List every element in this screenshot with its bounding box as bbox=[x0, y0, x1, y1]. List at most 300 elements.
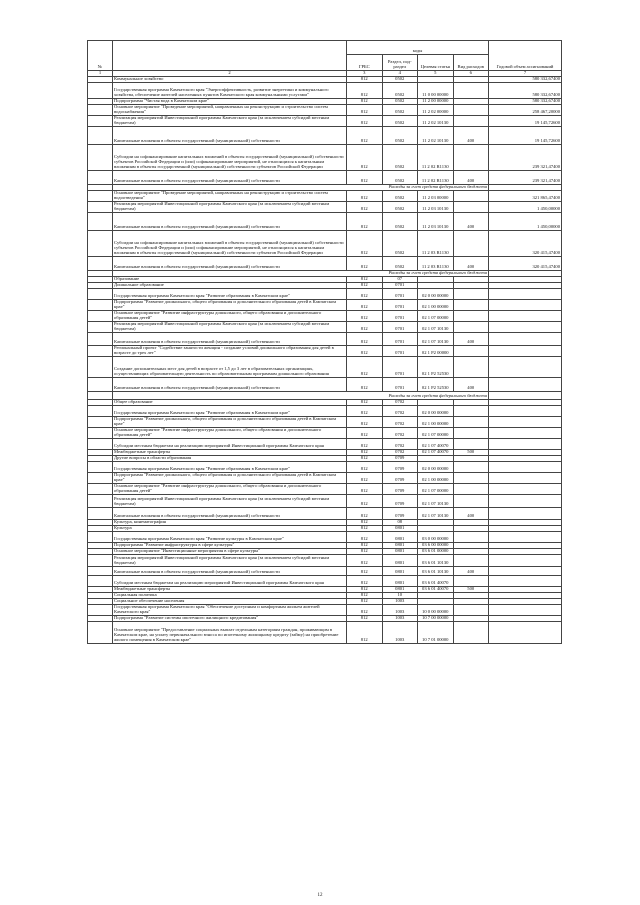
row-amount bbox=[489, 416, 562, 427]
row-section: 0801 bbox=[382, 542, 418, 548]
row-grbs: 812 bbox=[347, 310, 383, 321]
row-grbs: 812 bbox=[347, 586, 383, 592]
row-expense-type: 400 bbox=[453, 377, 489, 391]
row-expense-type bbox=[453, 405, 489, 416]
row-expense-type: 500 bbox=[453, 449, 489, 455]
row-amount: 1 450,00000 bbox=[489, 212, 562, 230]
row-expense-type bbox=[453, 604, 489, 615]
row-section: 0709 bbox=[382, 455, 418, 461]
row-expense-type bbox=[453, 427, 489, 438]
row-name: Государственная программа Камчатского края "Развитие образования в Камчатском крае" bbox=[113, 405, 347, 416]
row-amount bbox=[489, 356, 562, 377]
row-section: 0801 bbox=[382, 548, 418, 554]
row-name: Межбюджетные трансферты bbox=[113, 586, 347, 592]
table-row bbox=[88, 115, 562, 126]
row-name: Дошкольное образование bbox=[113, 282, 347, 288]
row-amount bbox=[489, 345, 562, 356]
row-number-cell bbox=[88, 356, 113, 377]
row-number-cell bbox=[88, 321, 113, 332]
row-number-cell bbox=[88, 190, 113, 201]
row-section: 1003 bbox=[382, 621, 418, 643]
row-section: 0502 bbox=[382, 104, 418, 115]
row-amount: 321 865,47400 bbox=[489, 190, 562, 201]
header-num-5: 5 bbox=[418, 71, 454, 77]
row-name: Капитальные вложения в объекты государственной (муниципальной) собственности bbox=[113, 507, 347, 519]
row-name: Капитальные вложения в объекты государственной (муниципальной) собственности bbox=[113, 126, 347, 144]
row-section: 0502 bbox=[382, 98, 418, 104]
row-number-cell bbox=[88, 230, 113, 256]
row-section: 0701 bbox=[382, 345, 418, 356]
row-grbs: 812 bbox=[347, 377, 383, 391]
row-expense-type bbox=[453, 494, 489, 507]
row-note: Расходы за счет средств федерального бюджета bbox=[388, 184, 487, 189]
row-expense-type bbox=[453, 82, 489, 98]
row-expense-type bbox=[453, 438, 489, 449]
row-section: 0502 bbox=[382, 230, 418, 256]
row-name: Культура, кинематография bbox=[113, 519, 347, 525]
row-section: 0801 bbox=[382, 586, 418, 592]
row-expense-type bbox=[453, 321, 489, 332]
header-num-2: 2 bbox=[113, 71, 347, 77]
row-number-cell bbox=[88, 575, 113, 586]
row-grbs: 812 bbox=[347, 98, 383, 104]
row-section: 0702 bbox=[382, 399, 418, 405]
row-name: Основное мероприятие "Развитие инфраструктуры дошкольного, общего образования и дополнительного образования детей" bbox=[113, 427, 347, 438]
row-target-item: 02 1 07 00000 bbox=[418, 310, 454, 321]
row-grbs: 812 bbox=[347, 494, 383, 507]
row-section: 0502 bbox=[382, 115, 418, 126]
row-target-item: 02 1 00 00000 bbox=[418, 416, 454, 427]
row-amount bbox=[489, 321, 562, 332]
table-body bbox=[88, 76, 562, 643]
row-target-item: 03 6 01 10130 bbox=[418, 554, 454, 566]
row-amount bbox=[489, 377, 562, 391]
row-name: Основное мероприятие "Развитие инфраструктуры дошкольного, общего образования и дополнительного образования детей" bbox=[113, 483, 347, 494]
table-row bbox=[88, 126, 562, 144]
row-number-cell bbox=[88, 438, 113, 449]
row-target-item: 11 2 02 R1130 bbox=[418, 144, 454, 170]
row-amount: 239 321,47400 bbox=[489, 170, 562, 184]
row-grbs: 812 bbox=[347, 455, 383, 461]
row-section: 0502 bbox=[382, 126, 418, 144]
row-expense-type bbox=[453, 310, 489, 321]
row-name: Субсидии на софинансирование капитальных вложений в объекты государственной (муниципальной) собственности субъектов Российской Федерации и (или) софинансирование мероприятий, не относящихся к капитальным вложениям в объекты государственной (муниципальной) собственности субъектов Российской Федерации bbox=[113, 230, 347, 256]
row-target-item: 02 0 00 00000 bbox=[418, 405, 454, 416]
row-expense-type bbox=[453, 201, 489, 212]
table-row bbox=[88, 230, 562, 256]
row-section: 1003 bbox=[382, 615, 418, 621]
row-grbs: 812 bbox=[347, 598, 383, 604]
row-grbs: 812 bbox=[347, 144, 383, 170]
row-target-item: 02 1 P2 52530 bbox=[418, 356, 454, 377]
row-target-item: 11 2 02 10130 bbox=[418, 126, 454, 144]
table-row bbox=[88, 427, 562, 438]
row-number-cell bbox=[88, 483, 113, 494]
row-target-item: 02 1 07 10130 bbox=[418, 332, 454, 345]
row-target-item: 11 0 00 00000 bbox=[418, 82, 454, 98]
row-section: 1003 bbox=[382, 604, 418, 615]
row-grbs: 812 bbox=[347, 126, 383, 144]
row-expense-type: 400 bbox=[453, 170, 489, 184]
table-row bbox=[88, 438, 562, 449]
row-expense-type bbox=[453, 230, 489, 256]
table-row bbox=[88, 310, 562, 321]
row-target-item: 02 1 07 00000 bbox=[418, 483, 454, 494]
row-name: Общее образование bbox=[113, 399, 347, 405]
row-section: 0502 bbox=[382, 170, 418, 184]
row-grbs: 812 bbox=[347, 416, 383, 427]
row-grbs: 812 bbox=[347, 212, 383, 230]
row-number-cell bbox=[88, 256, 113, 270]
table-row bbox=[88, 144, 562, 170]
row-expense-type bbox=[453, 356, 489, 377]
table-row bbox=[88, 483, 562, 494]
row-amount: 580 332,67400 bbox=[489, 98, 562, 104]
row-amount: 320 415,47400 bbox=[489, 230, 562, 256]
table-header bbox=[88, 41, 562, 77]
row-grbs: 812 bbox=[347, 427, 383, 438]
row-grbs: 812 bbox=[347, 405, 383, 416]
table-row bbox=[88, 345, 562, 356]
row-name: Культура bbox=[113, 525, 347, 531]
row-amount bbox=[489, 566, 562, 575]
row-amount: 320 415,47400 bbox=[489, 256, 562, 270]
header-expense-type: Вид расходов bbox=[453, 55, 489, 71]
row-name: Государственная программа Камчатского края "Энергоэффективность, развитие энергетики и коммунального хозяйства, обеспечение жителей населенных пунктов Камчатского края коммунальными услугами" bbox=[113, 82, 347, 98]
row-number-cell bbox=[88, 554, 113, 566]
row-expense-type bbox=[453, 345, 489, 356]
row-number-cell bbox=[88, 310, 113, 321]
row-name: Субсидии местным бюджетам на реализацию мероприятий Инвестиционной программы Камчатского края bbox=[113, 438, 347, 449]
row-section: 0701 bbox=[382, 282, 418, 288]
row-amount: 19 145,72600 bbox=[489, 126, 562, 144]
row-amount bbox=[489, 604, 562, 615]
row-grbs: 812 bbox=[347, 483, 383, 494]
row-target-item: 02 0 00 00000 bbox=[418, 461, 454, 472]
table-row bbox=[88, 190, 562, 201]
row-number-cell bbox=[88, 126, 113, 144]
table-row bbox=[88, 332, 562, 345]
row-expense-type bbox=[453, 115, 489, 126]
row-name: Подпрограмма "Развитие дошкольного, общего образования и дополнительного образования детей в Камчатском крае" bbox=[113, 416, 347, 427]
table-row bbox=[88, 201, 562, 212]
row-amount: 580 332,67400 bbox=[489, 76, 562, 82]
table-row bbox=[88, 256, 562, 270]
row-amount bbox=[489, 461, 562, 472]
row-target-item: 02 1 07 10130 bbox=[418, 321, 454, 332]
row-expense-type: 400 bbox=[453, 566, 489, 575]
table-row bbox=[88, 575, 562, 586]
row-amount bbox=[489, 507, 562, 519]
row-expense-type bbox=[453, 621, 489, 643]
row-grbs: 812 bbox=[347, 115, 383, 126]
row-amount bbox=[489, 531, 562, 542]
row-name: Региональный проект "Содействие занятости женщин - создание условий дошкольного образования для детей в возрасте до трех лет" bbox=[113, 345, 347, 356]
table-row bbox=[88, 405, 562, 416]
row-section: 0502 bbox=[382, 256, 418, 270]
row-section: 0701 bbox=[382, 377, 418, 391]
row-target-item: 11 2 02 R1130 bbox=[418, 170, 454, 184]
row-grbs: 812 bbox=[347, 542, 383, 548]
row-name: Государственная программа Камчатского края "Развитие культуры в Камчатском крае" bbox=[113, 531, 347, 542]
row-target-item: 11 2 03 R1130 bbox=[418, 230, 454, 256]
table-row bbox=[88, 104, 562, 115]
row-section: 10 bbox=[382, 592, 418, 598]
row-target-item: 02 1 07 10130 bbox=[418, 507, 454, 519]
row-number-cell bbox=[88, 104, 113, 115]
row-name: Подпрограмма "Развитие дошкольного, общего образования и дополнительного образования детей в Камчатском крае" bbox=[113, 472, 347, 483]
row-section: 0709 bbox=[382, 507, 418, 519]
row-name: Субсидии на софинансирование капитальных вложений в объекты государственной (муниципальной) собственности субъектов Российской Федерации и (или) софинансирование мероприятий, не относящихся к капитальным вложениям в объекты государственной (муниципальной) собственности субъектов Российской Федерации bbox=[113, 144, 347, 170]
table-row bbox=[88, 288, 562, 299]
row-number-cell bbox=[88, 566, 113, 575]
row-section: 0702 bbox=[382, 416, 418, 427]
header-section: Раздел, под-раздел bbox=[382, 55, 418, 71]
row-grbs: 812 bbox=[347, 256, 383, 270]
row-amount bbox=[489, 621, 562, 643]
row-section: 0801 bbox=[382, 525, 418, 531]
header-grbs: ГРБС bbox=[347, 55, 383, 71]
row-amount bbox=[489, 472, 562, 483]
row-name: Основное мероприятие "Проведение мероприятий, направленных на реконструкцию и строительство систем водоснабжения" bbox=[113, 104, 347, 115]
row-grbs: 812 bbox=[347, 438, 383, 449]
row-amount bbox=[489, 405, 562, 416]
row-number-cell bbox=[88, 472, 113, 483]
row-grbs: 812 bbox=[347, 548, 383, 554]
row-number-cell bbox=[88, 345, 113, 356]
row-expense-type bbox=[453, 144, 489, 170]
row-target-item: 11 2 03 10130 bbox=[418, 212, 454, 230]
row-section: 0502 bbox=[382, 212, 418, 230]
row-amount bbox=[489, 391, 562, 399]
row-section: 0702 bbox=[382, 405, 418, 416]
row-number-cell bbox=[88, 170, 113, 184]
table-row bbox=[88, 604, 562, 615]
row-name: Государственная программа Камчатского края "Развитие образования в Камчатском крае" bbox=[113, 288, 347, 299]
row-number-cell bbox=[88, 461, 113, 472]
row-name: Государственная программа Камчатского края "Обеспечение доступным и комфортным жильем жителей Камчатского края" bbox=[113, 604, 347, 615]
row-target-item: 02 1 00 00000 bbox=[418, 299, 454, 310]
row-number-cell bbox=[88, 507, 113, 519]
table-note-row bbox=[88, 391, 562, 399]
header-num-7: 7 bbox=[489, 71, 562, 77]
row-number-cell bbox=[88, 288, 113, 299]
row-number-cell bbox=[88, 405, 113, 416]
row-target-item: 03 0 00 00000 bbox=[418, 531, 454, 542]
row-name: Реализация мероприятий Инвестиционной программы Камчатского края (за исключением субсидий местным бюджетам) bbox=[113, 201, 347, 212]
row-section: 0709 bbox=[382, 461, 418, 472]
row-number-cell bbox=[88, 115, 113, 126]
row-target-item: 02 1 P2 52530 bbox=[418, 377, 454, 391]
row-expense-type bbox=[453, 531, 489, 542]
row-amount bbox=[489, 332, 562, 345]
row-target-item: 02 1 P2 00000 bbox=[418, 345, 454, 356]
row-name: Подпрограмма "Чистая вода в Камчатском крае" bbox=[113, 98, 347, 104]
row-amount bbox=[489, 310, 562, 321]
row-name: Реализация мероприятий Инвестиционной программы Камчатского края (за исключением субсидий местным бюджетам) bbox=[113, 554, 347, 566]
row-name: Подпрограмма "Развитие системы ипотечного жилищного кредитования" bbox=[113, 615, 347, 621]
row-section: 0702 bbox=[382, 449, 418, 455]
table-row bbox=[88, 416, 562, 427]
row-section: 0701 bbox=[382, 321, 418, 332]
table-row bbox=[88, 531, 562, 542]
row-expense-type bbox=[453, 575, 489, 586]
row-target-item: 11 2 03 R1130 bbox=[418, 256, 454, 270]
header-num-4: 4 bbox=[382, 71, 418, 77]
row-grbs: 812 bbox=[347, 399, 383, 405]
row-number-cell bbox=[88, 621, 113, 643]
row-grbs: 812 bbox=[347, 461, 383, 472]
row-section: 0702 bbox=[382, 427, 418, 438]
row-expense-type bbox=[453, 483, 489, 494]
row-grbs: 812 bbox=[347, 621, 383, 643]
table-row bbox=[88, 82, 562, 98]
row-grbs: 812 bbox=[347, 575, 383, 586]
row-name: Субсидии местным бюджетам на реализацию мероприятий Инвестиционной программы Камчатского края bbox=[113, 575, 347, 586]
row-expense-type bbox=[453, 461, 489, 472]
row-expense-type: 400 bbox=[453, 332, 489, 345]
row-grbs: 812 bbox=[347, 82, 383, 98]
row-name: Реализация мероприятий Инвестиционной программы Камчатского края (за исключением субсидий местным бюджетам) bbox=[113, 115, 347, 126]
row-amount: 1 450,00000 bbox=[489, 201, 562, 212]
row-note: Расходы за счет средств федерального бюджета bbox=[388, 270, 487, 275]
row-amount: 580 332,67400 bbox=[489, 82, 562, 98]
row-section: 0701 bbox=[382, 310, 418, 321]
row-grbs: 812 bbox=[347, 554, 383, 566]
row-name: Межбюджетные трансферты bbox=[113, 449, 347, 455]
row-number-cell bbox=[88, 82, 113, 98]
row-amount: 258 467,20000 bbox=[489, 104, 562, 115]
header-target-item: Целевая статья bbox=[418, 55, 454, 71]
row-grbs: 812 bbox=[347, 104, 383, 115]
row-name: Коммунальное хозяйство bbox=[113, 76, 347, 82]
row-name: Социальное обеспечение населения bbox=[113, 598, 347, 604]
row-expense-type bbox=[453, 288, 489, 299]
table-row bbox=[88, 321, 562, 332]
row-grbs: 812 bbox=[347, 345, 383, 356]
row-target-item: 03 6 01 00000 bbox=[418, 548, 454, 554]
row-expense-type bbox=[453, 472, 489, 483]
row-name: Реализация мероприятий Инвестиционной программы Камчатского края (за исключением субсидий местным бюджетам) bbox=[113, 321, 347, 332]
table-row bbox=[88, 461, 562, 472]
row-section: 0709 bbox=[382, 472, 418, 483]
row-grbs: 812 bbox=[347, 531, 383, 542]
row-number-cell bbox=[88, 391, 113, 399]
table-row bbox=[88, 621, 562, 643]
row-name: Капитальные вложения в объекты государственной (муниципальной) собственности bbox=[113, 256, 347, 270]
row-name: Основное мероприятие "Предоставление социальных выплат отдельным категориям граждан, проживающим в Камчатском крае, на уплату первоначального взноса по ипотечному жилищному кредиту (займу) на приобретение жилого помещения в Камчатском крае" bbox=[113, 621, 347, 643]
row-grbs: 812 bbox=[347, 519, 383, 525]
row-note: Расходы за счет средств федерального бюджета bbox=[388, 392, 487, 398]
row-amount bbox=[489, 494, 562, 507]
row-grbs: 812 bbox=[347, 566, 383, 575]
row-target-item: 11 2 00 00000 bbox=[418, 98, 454, 104]
row-target-item: 10 7 01 00000 bbox=[418, 621, 454, 643]
header-number: № bbox=[88, 41, 113, 71]
row-target-item: 10 0 00 00000 bbox=[418, 604, 454, 615]
row-section: 0701 bbox=[382, 356, 418, 377]
row-target-item: 02 1 00 00000 bbox=[418, 472, 454, 483]
row-section: 0502 bbox=[382, 82, 418, 98]
row-expense-type bbox=[453, 299, 489, 310]
header-num-3: 3 bbox=[347, 71, 383, 77]
budget-table bbox=[87, 40, 562, 644]
row-grbs: 812 bbox=[347, 615, 383, 621]
row-target-item: 02 1 07 10130 bbox=[418, 494, 454, 507]
table-row bbox=[88, 356, 562, 377]
row-section: 0502 bbox=[382, 190, 418, 201]
row-target-item: 03 6 00 00000 bbox=[418, 542, 454, 548]
row-amount bbox=[489, 288, 562, 299]
row-section: 07 bbox=[382, 276, 418, 282]
row-grbs: 812 bbox=[347, 170, 383, 184]
row-grbs: 812 bbox=[347, 332, 383, 345]
row-grbs: 812 bbox=[347, 76, 383, 82]
row-target-item: 03 6 01 40070 bbox=[418, 575, 454, 586]
row-grbs: 812 bbox=[347, 525, 383, 531]
row-number-cell bbox=[88, 427, 113, 438]
table-row bbox=[88, 212, 562, 230]
row-grbs: 812 bbox=[347, 356, 383, 377]
row-name: Основное мероприятие "Инвестиционные мероприятия в сфере культуры" bbox=[113, 548, 347, 554]
row-amount: 19 145,72600 bbox=[489, 115, 562, 126]
row-target-item: 11 2 03 00000 bbox=[418, 190, 454, 201]
row-section: 0801 bbox=[382, 554, 418, 566]
row-section: 0502 bbox=[382, 144, 418, 170]
row-grbs: 812 bbox=[347, 449, 383, 455]
row-expense-type: 400 bbox=[453, 507, 489, 519]
row-grbs: 812 bbox=[347, 507, 383, 519]
header-annual-volume: Годовой объем ассигнований bbox=[489, 41, 562, 71]
row-name: Основное мероприятие "Проведение мероприятий, направленных на реконструкцию и строительство систем водоотведения" bbox=[113, 190, 347, 201]
row-target-item: 11 2 02 00000 bbox=[418, 104, 454, 115]
header-num-1: 1 bbox=[88, 71, 113, 77]
row-name: Капитальные вложения в объекты государственной (муниципальной) собственности bbox=[113, 212, 347, 230]
row-target-item: 03 6 01 10130 bbox=[418, 566, 454, 575]
row-section: 0702 bbox=[382, 438, 418, 449]
row-name: Капитальные вложения в объекты государственной (муниципальной) собственности bbox=[113, 377, 347, 391]
row-target-item: 10 7 00 00000 bbox=[418, 615, 454, 621]
row-grbs: 812 bbox=[347, 299, 383, 310]
table-row bbox=[88, 170, 562, 184]
row-amount bbox=[489, 554, 562, 566]
row-name: Капитальные вложения в объекты государственной (муниципальной) собственности bbox=[113, 566, 347, 575]
row-target-item: 02 1 07 40070 bbox=[418, 449, 454, 455]
row-section: 0502 bbox=[382, 201, 418, 212]
row-amount bbox=[489, 575, 562, 586]
row-grbs: 812 bbox=[347, 472, 383, 483]
row-expense-type: 400 bbox=[453, 126, 489, 144]
row-target-item: 11 2 02 10130 bbox=[418, 115, 454, 126]
row-expense-type bbox=[453, 104, 489, 115]
row-amount: 239 321,47400 bbox=[489, 144, 562, 170]
row-section: 0709 bbox=[382, 483, 418, 494]
row-number-cell bbox=[88, 299, 113, 310]
row-target-item: 03 6 01 40070 bbox=[418, 586, 454, 592]
row-number-cell bbox=[88, 377, 113, 391]
row-amount bbox=[489, 483, 562, 494]
row-section: 0502 bbox=[382, 76, 418, 82]
header-name bbox=[113, 41, 347, 71]
row-target-item: 02 0 00 00000 bbox=[418, 288, 454, 299]
table-row bbox=[88, 494, 562, 507]
row-expense-type bbox=[453, 554, 489, 566]
row-grbs: 812 bbox=[347, 321, 383, 332]
row-grbs: 812 bbox=[347, 190, 383, 201]
row-number-cell bbox=[88, 332, 113, 345]
row-number-cell bbox=[88, 531, 113, 542]
row-expense-type bbox=[453, 416, 489, 427]
